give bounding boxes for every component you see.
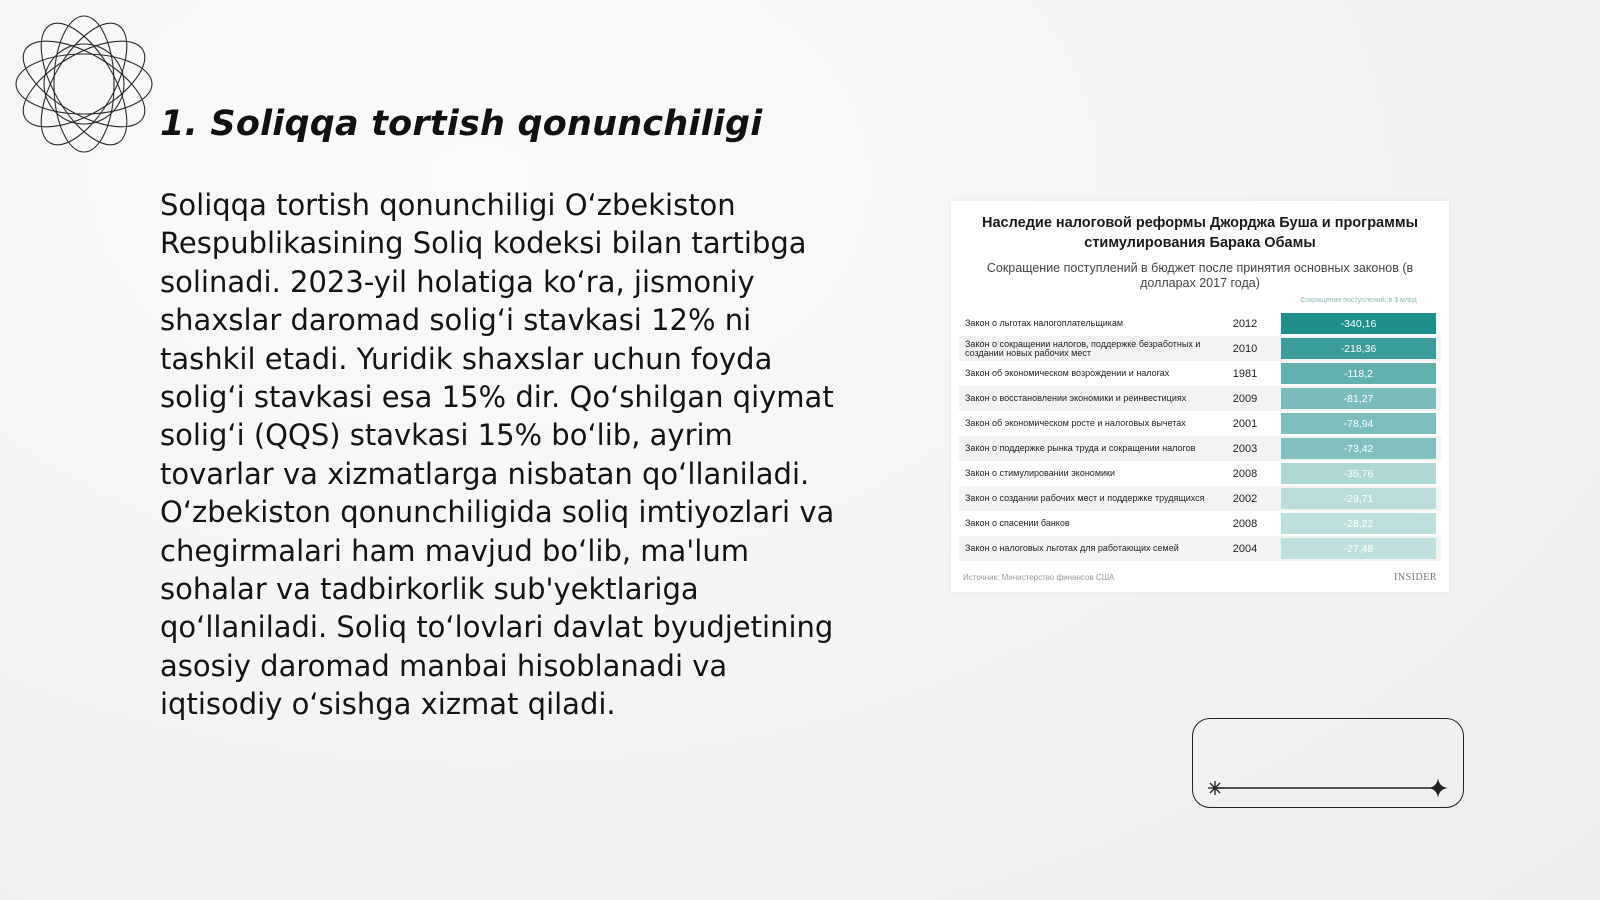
chart-subtitle: Сокращение поступлений в бюджет после принятия основных законов (в долларах 2017 года) [986, 261, 1414, 290]
chart-rows [959, 311, 1441, 561]
row-law-label: Закон о сокращении налогов, поддержке безработных и создании новых рабочих мест [965, 338, 1201, 358]
slide-body-text: Soliqqa tortish qonunchiligi O‘zbekiston Respublikasining Soliq kodeksi bilan tartibga solinadi. 2023-yil holatiga ko‘ra, jismoniy shaxslar daromad solig‘i stavkasi 12% ni tashkil etadi. Yuridik shaxslar uchun foyda solig‘i stavkasi esa 15% dir. Qo‘shilgan qiymat solig‘i (QQS) stavkasi 15% bo‘lib, ayrim tovarlar va xizmatlarga nisbatan qo‘llaniladi. O‘zbekiston qonunchiligida soliq imtiyozlari va chegirmalari ham mavjud bo‘lib, ma'lum sohalar va tadbirkorlik sub'yektlariga qo‘llaniladi. Soliq to‘lovlari davlat byudjetining asosiy daromad manbai hisoblanadi va iqtisodiy o‘sishga xizmat qiladi. [160, 188, 835, 722]
tax-reform-chart [951, 201, 1449, 592]
table-row [959, 511, 1441, 536]
row-year: 2008 [1232, 467, 1258, 480]
row-year: 2009 [1232, 392, 1258, 405]
chart-brand-logo: INSIDER [1394, 572, 1437, 583]
row-year: 2008 [1232, 517, 1258, 530]
row-value-cell: -78,94 [1281, 413, 1436, 434]
row-value-cell: -73,42 [1281, 438, 1436, 459]
table-row [959, 486, 1441, 511]
row-year: 2012 [1232, 317, 1258, 330]
sparkle-star-icon [1208, 781, 1222, 795]
table-row [959, 436, 1441, 461]
row-law-label: Закон о восстановлении экономики и реинвестициях [965, 393, 1187, 403]
chart-title: Наследие налоговой реформы Джорджа Буша и программы стимулирования Барака Обамы [982, 215, 1418, 251]
table-row [959, 386, 1441, 411]
table-row [959, 536, 1441, 561]
row-law-label: Закон о создании рабочих мест и поддержке трудящихся [965, 493, 1205, 503]
row-value-cell: -35,76 [1281, 463, 1436, 484]
row-law-label: Закон о налоговых льготах для работающих семей [965, 543, 1179, 553]
chart-value-header: Сокращение поступлений, в $ млрд [1300, 297, 1417, 304]
row-value-cell: -218,36 [1281, 338, 1436, 359]
table-row [959, 461, 1441, 486]
row-year: 2010 [1232, 342, 1258, 355]
table-row [959, 311, 1441, 336]
chart-source: Источник: Министерство финансов США [963, 573, 1115, 582]
row-value-cell: -28,22 [1281, 513, 1436, 534]
row-law-label: Закон о поддержке рынка труда и сокращении налогов [965, 443, 1196, 453]
row-year: 2001 [1232, 417, 1258, 430]
row-year: 2003 [1232, 442, 1258, 455]
row-value-cell: -27,48 [1281, 538, 1436, 559]
row-law-label: Закон о стимулировании экономики [965, 468, 1115, 478]
decorative-line [1205, 776, 1450, 800]
circular-knot-ornament-icon [10, 10, 158, 158]
row-year: 2004 [1232, 542, 1258, 555]
row-value-cell: -118,2 [1281, 363, 1436, 384]
row-year: 2002 [1232, 492, 1258, 505]
row-law-label: Закон о спасении банков [965, 518, 1070, 528]
table-row [959, 361, 1441, 386]
plus-star-icon [1428, 778, 1448, 798]
row-law-label: Закон об экономическом возрождении и налогах [965, 368, 1170, 378]
row-value-cell: -340,16 [1281, 313, 1436, 334]
row-year: 1981 [1232, 367, 1258, 380]
row-law-label: Закон об экономическом росте и налоговых вычетах [965, 418, 1186, 428]
slide-title: 1. Soliqqa tortish qonunchiligi [160, 104, 763, 144]
row-value-cell: -29,71 [1281, 488, 1436, 509]
table-row [959, 411, 1441, 436]
row-value-cell: -81,27 [1281, 388, 1436, 409]
table-row [959, 336, 1441, 361]
row-law-label: Закон о льготах налогоплательщикам [965, 318, 1124, 328]
